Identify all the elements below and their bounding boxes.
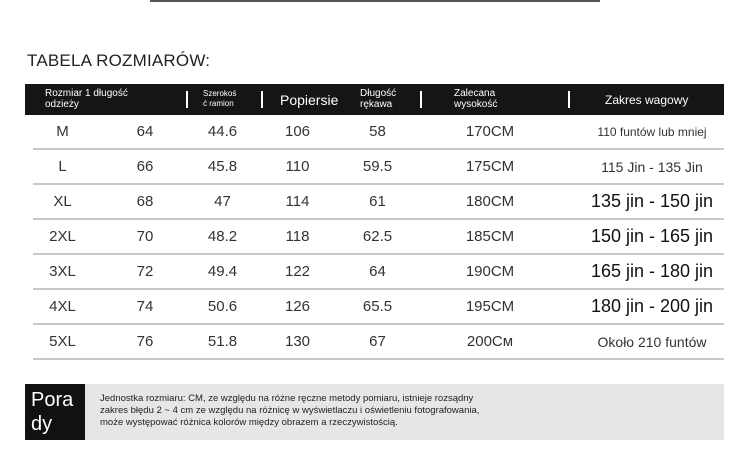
cell-length: 72 — [136, 263, 154, 280]
cell-length: 76 — [136, 333, 154, 350]
cell-height: 200Cм — [466, 333, 514, 350]
header-weight: Zakres wagowy — [605, 92, 689, 107]
header-height-line1: Zalecana — [454, 88, 496, 99]
table-row — [25, 115, 724, 150]
cell-sleeve: 67 — [369, 333, 386, 350]
cell-length: 66 — [136, 158, 154, 175]
cell-length: 64 — [136, 123, 154, 140]
header-separator — [420, 91, 422, 108]
header-shoulder-line2: ć ramion — [203, 99, 234, 108]
cell-weight: 180 jin - 200 jin — [590, 296, 714, 316]
cell-bust: 122 — [284, 263, 311, 280]
header-bust: Popiersie — [280, 91, 339, 108]
cell-shoulder: 44.6 — [207, 123, 238, 140]
cell-size: 2XL — [49, 228, 76, 245]
cell-weight: 115 Jin - 135 Jin — [601, 158, 703, 175]
tips-line: może występować różnica kolorów między obrazem a rzeczywistością. — [100, 417, 398, 428]
cell-size: M — [56, 123, 69, 140]
header-size-length-line2: odzieży — [45, 99, 79, 110]
cell-weight: 110 funtów lub mniej — [597, 124, 707, 139]
cell-bust: 118 — [285, 228, 310, 245]
cell-bust: 126 — [284, 298, 311, 315]
row-divider — [33, 358, 724, 360]
cell-shoulder: 49.4 — [207, 263, 238, 280]
tips-text — [100, 393, 710, 429]
table-row — [25, 325, 724, 360]
header-shoulder — [203, 84, 263, 115]
table-row — [25, 185, 724, 220]
cell-size: 4XL — [49, 298, 76, 315]
cell-shoulder: 50.6 — [207, 298, 238, 315]
header-sleeve-line1: Długość — [360, 88, 397, 99]
table-row — [25, 150, 724, 185]
cell-height: 180CM — [465, 193, 515, 210]
cell-length: 68 — [136, 193, 154, 210]
cell-bust: 114 — [285, 193, 310, 210]
cell-shoulder: 47 — [214, 193, 231, 210]
table-row — [25, 255, 724, 290]
header-shoulder-line1: Szerokoś — [203, 89, 237, 98]
cell-weight: 165 jin - 180 jin — [590, 261, 714, 281]
header-separator — [568, 91, 570, 108]
tips-line: zakres błędu 2 ~ 4 cm ze względu na różnicę w wyświetlaczu i oświetleniu fotografowania, — [100, 405, 480, 416]
top-divider — [150, 0, 600, 2]
cell-height: 170CM — [465, 123, 515, 140]
cell-sleeve: 62.5 — [362, 228, 393, 245]
cell-length: 74 — [136, 298, 154, 315]
cell-weight: 150 jin - 165 jin — [590, 226, 714, 246]
cell-bust: 130 — [284, 333, 311, 350]
cell-height: 185CM — [465, 228, 515, 245]
cell-sleeve: 58 — [369, 123, 386, 140]
cell-shoulder: 51.8 — [207, 333, 238, 350]
header-size-length-line1: Rozmiar 1 długość — [45, 88, 128, 99]
header-height-line2: wysokość — [454, 99, 498, 110]
cell-bust: 110 — [285, 158, 310, 175]
table-header — [25, 84, 724, 115]
cell-shoulder: 45.8 — [207, 158, 238, 175]
header-sleeve-line2: rękawa — [360, 99, 393, 110]
cell-size: L — [58, 158, 67, 175]
cell-weight: 135 jin - 150 jin — [590, 191, 714, 211]
cell-size: 3XL — [49, 263, 76, 280]
cell-sleeve: 59.5 — [362, 158, 393, 175]
cell-bust: 106 — [284, 123, 311, 140]
cell-sleeve: 64 — [369, 263, 386, 280]
table-row — [25, 290, 724, 325]
page-title: TABELA ROZMIARÓW: — [27, 51, 211, 70]
cell-height: 175CM — [465, 158, 515, 175]
tips-line: Jednostka rozmiaru: CM, ze względu na różne ręczne metody pomiaru, istnieje rozsądny — [100, 393, 474, 404]
tips-panel — [25, 384, 724, 440]
table-row — [25, 220, 724, 255]
cell-size: 5XL — [49, 333, 76, 350]
cell-sleeve: 61 — [369, 193, 386, 210]
cell-height: 190CM — [465, 263, 515, 280]
cell-shoulder: 48.2 — [207, 228, 238, 245]
cell-weight: Około 210 funtów — [597, 333, 707, 350]
header-height — [454, 84, 554, 115]
header-separator — [261, 91, 263, 108]
header-sleeve — [360, 84, 420, 115]
tips-label: Pora dy — [25, 384, 85, 440]
header-separator — [186, 91, 188, 108]
cell-length: 70 — [136, 228, 154, 245]
cell-height: 195CM — [465, 298, 515, 315]
cell-size: XL — [53, 193, 72, 210]
cell-sleeve: 65.5 — [362, 298, 393, 315]
header-size-length — [45, 84, 185, 115]
